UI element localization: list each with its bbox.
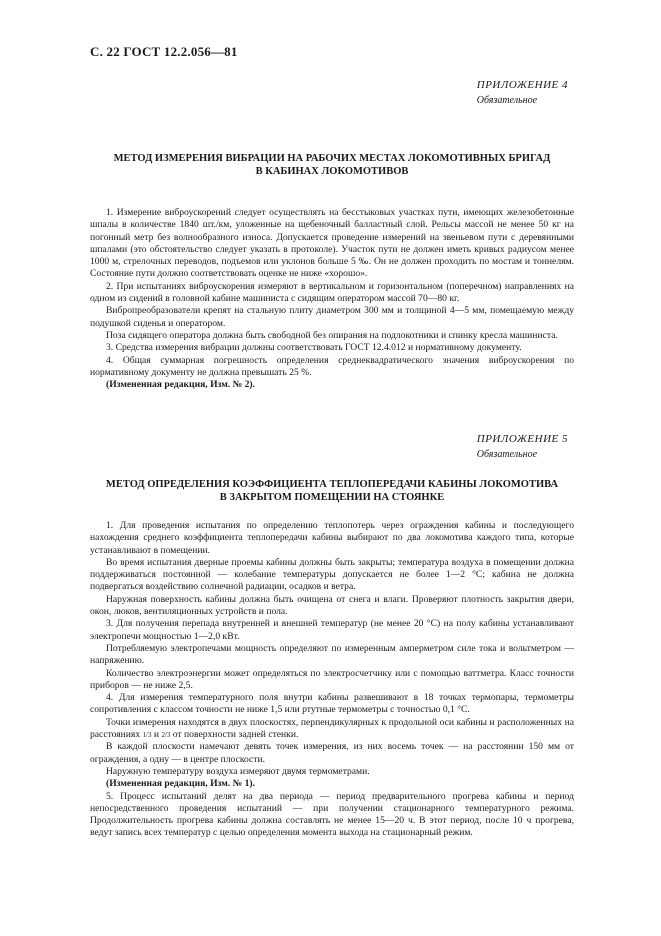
appendix-4-number: ПРИЛОЖЕНИЕ 4 [476, 79, 568, 91]
paragraph: 1. Измерение виброускорений следует осуществлять на бесстыковых участках пути, имеющих железобетонные шпалы в количестве 1840 шт./км, уложенные на щебеночный балластный слой. Рельсы массой не менее 50 кг на погонный метр без волнообразного износа. Допускается проведение измерений на звеньевом пути с деревянными шпалами (это обстоятельство следует указать в протоколе). Участок пути не должен иметь кривых радиусом менее 1000 м, стрелочных переводов, подъемов или уклонов больше 5 ‰. Он не должен проходить по мостам и тоннелям. Состояние пути должно соответствовать оценке не ниже «хорошо». [90, 207, 574, 280]
paragraph: Наружная поверхность кабины должна быть очищена от снега и влаги. Проверяют плотность закрытия двери, окон, люков, вентиляционных устройств и пола. [90, 593, 574, 618]
appendix-4-kind: Обязательное [476, 95, 538, 106]
paragraph: 3. Средства измерения вибрации должны соответствовать ГОСТ 12.4.012 и нормативному документу. [106, 342, 522, 354]
paragraph: Во время испытания дверные проемы кабины должны быть закрыты; температура воздуха в помещении должна поддерживаться постоянной — колебание температуры допускается не более 1—2 °С; кабина не должна подвергаться воздействию солнечной радиации, осадков и ветра. [90, 556, 574, 593]
points-text-start: Точки измерения находятся в двух плоскостях, перпендикулярных к продольной оси кабины и расположенных на расстояниях [90, 716, 574, 741]
fraction-one-third: 1/3 [142, 731, 152, 740]
fraction-two-thirds: 2/3 [161, 731, 171, 740]
page-header: С. 22 ГОСТ 12.2.056—81 [90, 44, 238, 59]
appendix-4-title [90, 152, 574, 178]
paragraph: Количество электроэнергии может определяться по электросчетчику или с помощью ваттметра. Класс точности приборов — не ниже 2,5. [90, 667, 574, 691]
points-text-end: от поверхности задней стенки. [170, 729, 299, 741]
paragraph: 3. Для получения перепада внутренней и внешней температур (не менее 20 °С) на полу кабины устанавливают электропечи мощностью 1—2,0 кВт. [90, 618, 574, 642]
paragraph: 4. Для измерения температурного поля внутри кабины развешивают в 18 точках термопары, термометры сопротивления с классом точности не ниже 1,5 или ртутные термометры с точностью 0,1 °С. [90, 692, 574, 716]
paragraph-measurement-points [90, 717, 574, 742]
appendix-4-label [477, 78, 568, 108]
paragraph: Наружную температуру воздуха измеряют двумя термометрами. [106, 765, 370, 777]
revision-note: (Измененная редакция, Изм. № 1). [106, 778, 256, 790]
points-text-mid: и [151, 729, 162, 741]
paragraph: Вибропреобразователи крепят на стальную плиту диаметром 300 мм и толщиной 4—5 мм, помещаемую между подушкой сиденья и оператором. [90, 305, 574, 329]
appendix-5-title-line2: В ЗАКРЫТОМ ПОМЕЩЕНИИ НА СТОЯНКЕ [219, 492, 445, 503]
appendix-4-title-line2: В КАБИНАХ ЛОКОМОТИВОВ [255, 166, 409, 177]
paragraph: 5. Процесс испытаний делят на два периода — период предварительного прогрева кабины и период непосредственного проведения испытаний — при получении стационарного температурного режима. Продолжительность прогрева кабины должна составлять не менее 15—20 ч. В этот период, после 10 ч прогрева, ведут запись всех температур с целью определения момента выхода на стационарный режим. [90, 790, 574, 839]
appendix-5-title [90, 478, 574, 504]
paragraph: Поза сидящего оператора должна быть свободной без опирания на подлокотники и спинку кресла машиниста. [106, 329, 558, 341]
appendix-5-kind: Обязательное [476, 449, 538, 460]
paragraph: 2. При испытаниях виброускорения измеряют в вертикальном и горизонтальном (поперечном) направлениях на одном из сидений в головной кабине машиниста с сидящим оператором массой 70—80 кг. [90, 280, 574, 305]
paragraph: 4. Общая суммарная погрешность определения среднеквадратического значения виброускорения по нормативному документу не должна превышать 25 %. [90, 354, 574, 378]
paragraph: 1. Для проведения испытания по определению теплопотерь через ограждения кабины и последующего нахождения среднего коэффициента теплопередачи кабины выбирают по два локомотива каждого типа, которые устанавливают в помещении. [90, 520, 574, 556]
appendix-5-label [477, 432, 568, 462]
appendix-4-title-line1: МЕТОД ИЗМЕРЕНИЯ ВИБРАЦИИ НА РАБОЧИХ МЕСТАХ ЛОКОМОТИВНЫХ БРИГАД [113, 153, 551, 164]
appendix-4-body [90, 207, 574, 391]
revision-note: (Измененная редакция, Изм. № 2). [106, 379, 256, 391]
appendix-5-title-line1: МЕТОД ОПРЕДЕЛЕНИЯ КОЭФФИЦИЕНТА ТЕПЛОПЕРЕДАЧИ КАБИНЫ ЛОКОМОТИВА [105, 479, 559, 490]
appendix-5-number: ПРИЛОЖЕНИЕ 5 [476, 433, 568, 445]
appendix-5-body [90, 520, 574, 840]
paragraph: В каждой плоскости намечают девять точек измерения, из них восемь точек — на расстоянии 150 мм от ограждения, а одну — в центре плоскости. [90, 741, 574, 765]
paragraph: Потребляемую электропечами мощность определяют по измеренным амперметром силе тока и вольтметром — напряжению. [90, 642, 574, 667]
